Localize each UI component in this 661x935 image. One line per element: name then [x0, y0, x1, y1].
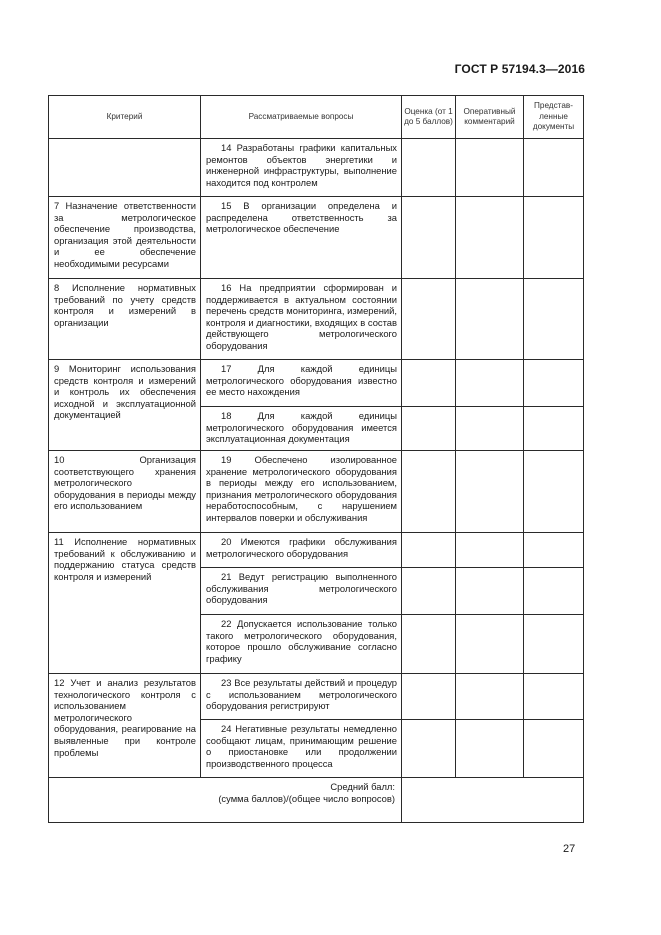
- documents-cell[interactable]: [524, 674, 584, 720]
- documents-cell[interactable]: [524, 407, 584, 451]
- table-row: [49, 279, 584, 360]
- criterion-cell: 12 Учет и анализ результатов технологического контроля с использованием метрологического оборудования, реагирование на выявленные при контроле проблемы: [49, 674, 201, 778]
- question-cell: 14 Разработаны графики капитальных ремонтов объектов энергетики и инженерной инфраструктуры, выполнение находится под контролем: [201, 139, 402, 197]
- average-score-value[interactable]: [402, 778, 584, 823]
- header-score: Оценка (от 1 до 5 баллов): [402, 96, 456, 139]
- score-cell[interactable]: [402, 197, 456, 279]
- comment-cell[interactable]: [456, 451, 524, 533]
- score-cell[interactable]: [402, 407, 456, 451]
- documents-cell[interactable]: [524, 197, 584, 279]
- documents-cell[interactable]: [524, 139, 584, 197]
- header-comment: Оперативный комментарий: [456, 96, 524, 139]
- comment-cell[interactable]: [456, 533, 524, 568]
- question-cell: 21 Ведут регистрацию выполненного обслуживания метрологического оборудования: [201, 568, 402, 615]
- header-documents: Представ-ленные документы: [524, 96, 584, 139]
- question-cell: 18 Для каждой единицы метрологического оборудования имеется эксплуатационная документация: [201, 407, 402, 451]
- table-row: [49, 533, 584, 568]
- question-cell: 15 В организации определена и распределена ответственность за метрологическое обеспечение: [201, 197, 402, 279]
- average-label: Средний балл:: [330, 781, 395, 792]
- question-cell: 22 Допускается использование только такого метрологического оборудования, которое прошло обслуживание согласно графику: [201, 615, 402, 674]
- table-row: [49, 139, 584, 197]
- document-code: ГОСТ Р 57194.3—2016: [454, 62, 585, 76]
- question-cell: 20 Имеются графики обслуживания метрологического оборудования: [201, 533, 402, 568]
- comment-cell[interactable]: [456, 615, 524, 674]
- documents-cell[interactable]: [524, 451, 584, 533]
- criterion-cell: 11 Исполнение нормативных требований к обслуживанию и поддержанию статуса средств контроля и измерений: [49, 533, 201, 674]
- score-cell[interactable]: [402, 720, 456, 778]
- documents-cell[interactable]: [524, 279, 584, 360]
- average-score-row: [49, 778, 584, 823]
- average-score-label: [49, 778, 402, 823]
- criterion-cell: [49, 139, 201, 197]
- page-number: 27: [563, 843, 576, 855]
- question-cell: 23 Все результаты действий и процедур с использованием метрологического оборудования регистрируют: [201, 674, 402, 720]
- comment-cell[interactable]: [456, 674, 524, 720]
- criterion-cell: 7 Назначение ответственности за метрологическое обеспечение производства, организация этой деятельности и ее обеспечение необходимыми ресурсами: [49, 197, 201, 279]
- documents-cell[interactable]: [524, 720, 584, 778]
- comment-cell[interactable]: [456, 407, 524, 451]
- question-cell: 16 На предприятии сформирован и поддерживается в актуальном состоянии перечень средств мониторинга, измерений, контроля и диагностики, входящих в состав действующего метрологического оборудования: [201, 279, 402, 360]
- question-cell: 19 Обеспечено изолированное хранение метрологического оборудования в периоды между его использованием, признания метрологического оборудования неработоспособным, с нарушением интервалов поверки и обслуживания: [201, 451, 402, 533]
- header-questions: Рассматриваемые вопросы: [201, 96, 402, 139]
- question-cell: 17 Для каждой единицы метрологического оборудования известно ее место нахождения: [201, 360, 402, 407]
- score-cell[interactable]: [402, 139, 456, 197]
- comment-cell[interactable]: [456, 568, 524, 615]
- evaluation-table: [48, 95, 584, 823]
- comment-cell[interactable]: [456, 360, 524, 407]
- score-cell[interactable]: [402, 279, 456, 360]
- score-cell[interactable]: [402, 533, 456, 568]
- table-row: [49, 360, 584, 407]
- average-formula: (сумма баллов)/(общее число вопросов): [218, 792, 395, 804]
- criterion-cell: 8 Исполнение нормативных требований по учету средств контроля и измерений в организации: [49, 279, 201, 360]
- comment-cell[interactable]: [456, 720, 524, 778]
- score-cell[interactable]: [402, 451, 456, 533]
- header-criterion: Критерий: [49, 96, 201, 139]
- criterion-cell: 9 Мониторинг использования средств контроля и измерений и контроль их обеспечения исходной и эксплуатационной документацией: [49, 360, 201, 451]
- documents-cell[interactable]: [524, 533, 584, 568]
- table-header-row: [49, 96, 584, 139]
- table-row: [49, 197, 584, 279]
- criterion-cell: 10 Организация соответствующего хранения метрологического оборудования в периоды между его использованием: [49, 451, 201, 533]
- score-cell[interactable]: [402, 615, 456, 674]
- documents-cell[interactable]: [524, 568, 584, 615]
- comment-cell[interactable]: [456, 279, 524, 360]
- score-cell[interactable]: [402, 674, 456, 720]
- table-row: [49, 451, 584, 533]
- table-row: [49, 674, 584, 720]
- score-cell[interactable]: [402, 568, 456, 615]
- documents-cell[interactable]: [524, 615, 584, 674]
- comment-cell[interactable]: [456, 197, 524, 279]
- documents-cell[interactable]: [524, 360, 584, 407]
- question-cell: 24 Негативные результаты немедленно сообщают лицам, принимающим решение о приостановке или продолжении производственного процесса: [201, 720, 402, 778]
- score-cell[interactable]: [402, 360, 456, 407]
- comment-cell[interactable]: [456, 139, 524, 197]
